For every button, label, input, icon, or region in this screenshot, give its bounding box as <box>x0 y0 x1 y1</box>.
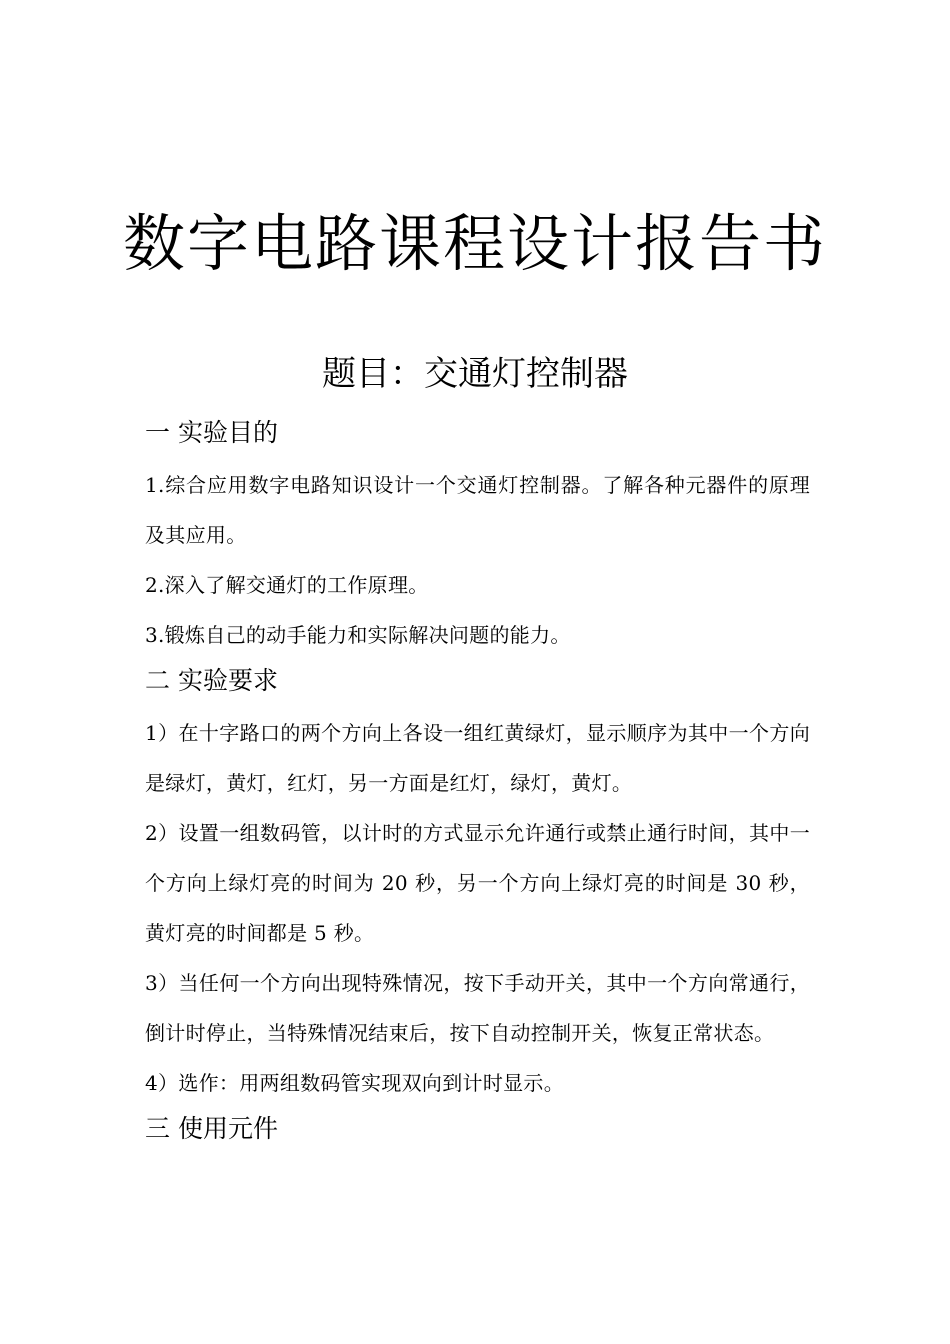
section-heading: 三 使用元件 <box>145 1114 278 1143</box>
paragraph: 4）选作：用两组数码管实现双向到计时显示。 <box>145 1071 565 1095</box>
paragraph: 1）在十字路口的两个方向上各设一组红黄绿灯，显示顺序为其中一个方向是绿灯，黄灯，红灯，另一方面是红灯，绿灯，黄灯。 <box>145 721 810 795</box>
paragraph: 1.综合应用数字电路知识设计一个交通灯控制器。了解各种元器件的原理及其应用。 <box>145 473 810 547</box>
paragraph: 2.深入了解交通灯的工作原理。 <box>145 573 429 597</box>
paragraph: 3.锻炼自己的动手能力和实际解决问题的能力。 <box>145 623 571 647</box>
document-body <box>145 412 810 1150</box>
section-components <box>145 1108 810 1150</box>
section-heading: 二 实验要求 <box>145 666 278 695</box>
section-purpose <box>145 412 810 660</box>
section-heading: 一 实验目的 <box>145 418 278 447</box>
paragraph: 3）当任何一个方向出现特殊情况，按下手动开关，其中一个方向常通行，倒计时停止，当特殊情况结束后，按下自动控制开关，恢复正常状态。 <box>145 971 810 1045</box>
document-title: 数字电路课程设计报告书 <box>122 207 827 280</box>
section-requirements <box>145 660 810 1108</box>
paragraph: 2）设置一组数码管，以计时的方式显示允许通行或禁止通行时间，其中一个方向上绿灯亮的时间为 20 秒，另一个方向上绿灯亮的时间是 30 秒，黄灯亮的时间都是 5 秒。 <box>145 821 810 945</box>
document-subtitle: 题目：交通灯控制器 <box>322 354 628 394</box>
